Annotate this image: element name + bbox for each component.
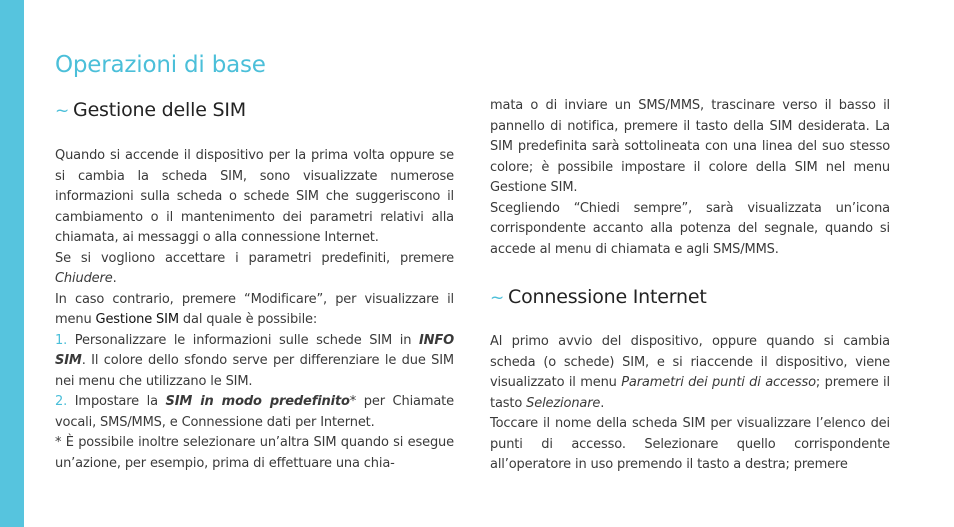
text: dal quale è possibile: [178,312,318,327]
text: Se si vogliono accettare i parametri predefiniti, premere [55,250,454,266]
text: * per Chiamate vocali, SMS/MMS, e Connessione dati per Internet. [55,394,454,430]
list-item [55,331,454,393]
heading-text: Gestione delle SIM [73,99,246,121]
text: Al primo avvio del dispositivo, oppure quando si cambia scheda (o schede) SIM, e si riaccende il dispositivo, viene visualizzato il menu [490,334,890,390]
paragraph: Toccare il nome della scheda SIM per visualizzare l’elenco dei punti di accesso. Selezionare quello corrispondente all’operatore in uso premendo il tasto a destra; premere [490,416,890,472]
italic-text: Selezionare [526,395,601,411]
section-heading-sim [55,99,246,121]
paragraph [55,249,454,290]
right-column-lower [490,332,890,476]
bold-italic-text: INFO SIM [55,332,454,368]
text: In caso contrario, premere “Modificare”, per visualizzare il menu [55,291,454,327]
italic-text: Parametri dei punti di accesso [621,375,816,390]
page-title: Operazioni di base [55,52,266,78]
paragraph: Quando si accende il dispositivo per la prima volta oppure se si cambia la scheda SIM, sono visualizzate numerose informazioni sulla scheda o schede SIM che suggeriscono il cambiamento o il mantenimento dei parametri relativi alla chiamata, ai messaggi o alla connessione Internet. [55,148,454,245]
list-number: 2. [55,394,68,409]
paragraph [490,332,890,414]
text: Personalizzare le informazioni sulle schede SIM in [67,332,419,348]
heading-tilde: ~ [490,288,505,308]
paragraph [55,290,454,331]
list-item [55,392,454,433]
text: . Il colore dello sfondo serve per differenziare le due SIM nei menu che utilizzano le SIM. [55,353,454,389]
paragraph: mata o di inviare un SMS/MMS, trascinare verso il basso il pannello di notifica, premere il tasto della SIM desiderata. La SIM predefinita sarà sottolineata con una linea del suo stesso colore; è possibile impostare il colore della SIM nel menu Gestione SIM. [490,98,890,195]
text: . [600,395,605,411]
heading-tilde: ~ [55,101,70,121]
paragraph: Scegliendo “Chiedi sempre”, sarà visualizzata un’icona corrispondente accanto alla potenza del segnale, quando si accede al menu di chiamata e agli SMS/MMS. [490,200,890,257]
heading-text: Connessione Internet [508,286,707,308]
right-column [490,96,890,260]
text: . [112,271,117,286]
text: ; premere il tasto [490,375,890,411]
italic-text: Chiudere [55,271,113,286]
sidebar-stripe [0,0,24,527]
list-number: 1. [55,332,68,348]
footnote: * È possibile inoltre selezionare un’altra SIM quando si esegue un’azione, per esempio, prima di effettuare una chia- [55,435,454,471]
section-heading-internet [490,286,707,308]
menu-name: Gestione SIM [95,312,179,327]
left-column [55,146,454,474]
bold-italic-text: SIM in modo predefinito [165,394,350,409]
text: Impostare la [67,394,166,409]
